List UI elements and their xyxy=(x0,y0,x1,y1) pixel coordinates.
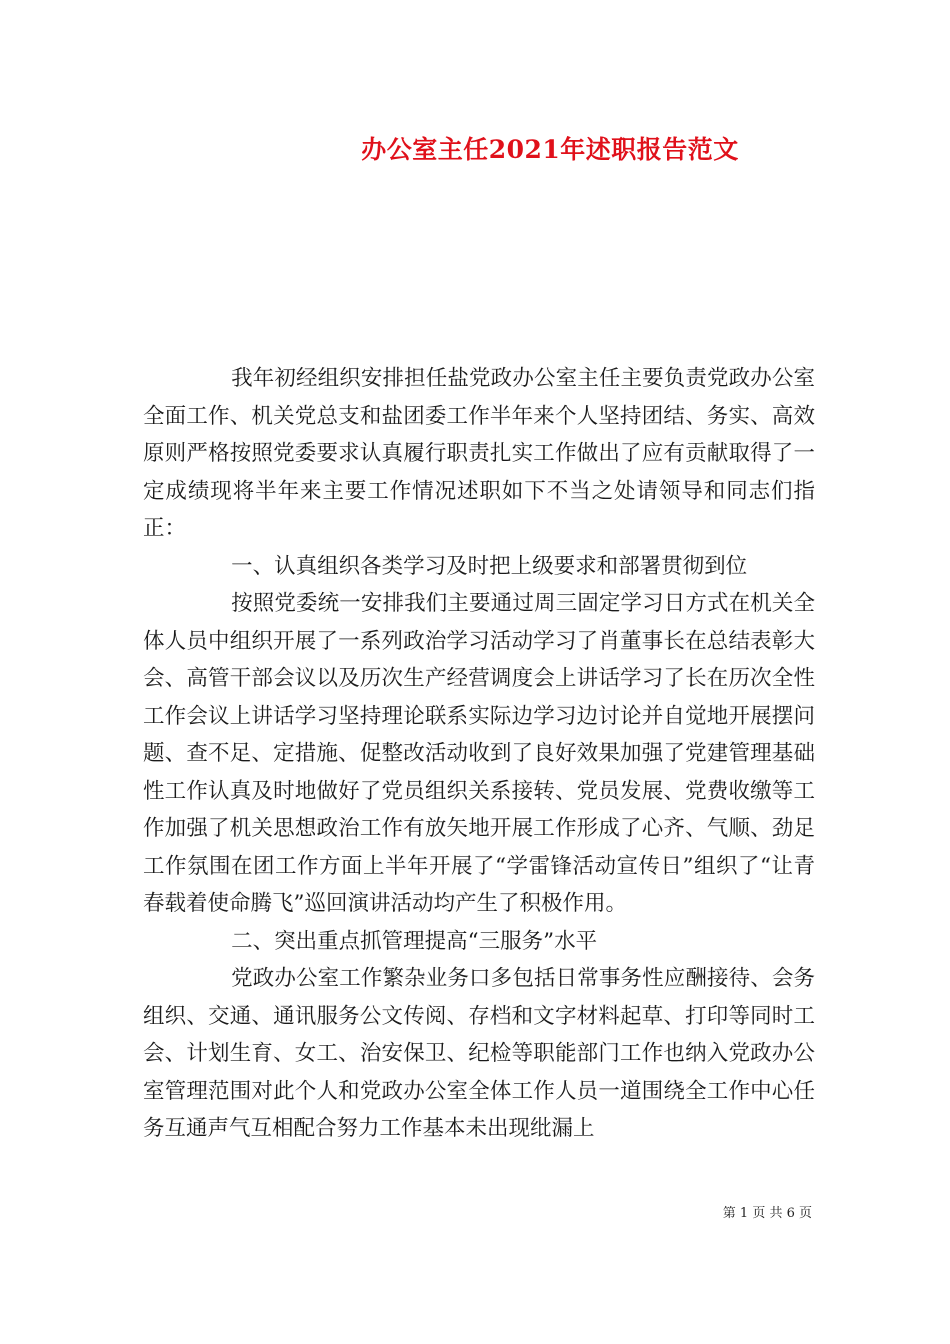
section-heading-1: 一、认真组织各类学习及时把上级要求和部署贯彻到位 xyxy=(231,553,748,579)
document-title: 办公室主任2021年述职报告范文 xyxy=(361,135,739,164)
document-body xyxy=(143,360,815,1148)
paragraph-section-1: 按照党委统一安排我们主要通过周三固定学习日方式在机关全体人员中组织开展了一系列政治学习活动学习了肖董事长在总结表彰大会、高管干部会议以及历次生产经营调度会上讲话学习了长在历次全性工作会议上讲话学习坚持理论联系实际边学习边讨论并自觉地开展摆问题、查不足、定措施、促整改活动收到了良好效果加强了党建管理基础性工作认真及时地做好了党员组织关系接转、党员发展、党费收缴等工作加强了机关思想政治工作有放矢地开展工作形成了心齐、气顺、劲足工作氛围在团工作方面上半年开展了“学雷锋活动宣传日”组织了“让青春载着使命腾飞”巡回演讲活动均产生了积极作用。 xyxy=(143,591,815,916)
section-heading-2: 二、突出重点抓管理提高“三服务”水平 xyxy=(231,928,598,954)
paragraph-section-2: 党政办公室工作繁杂业务口多包括日常事务性应酬接待、会务组织、交通、通讯服务公文传阅、存档和文字材料起草、打印等同时工会、计划生育、女工、治安保卫、纪检等职能部门工作也纳入党政办公室管理范围对此个人和党政办公室全体工作人员一道围绕全工作中心任务互通声气互相配合努力工作基本未出现纰漏上 xyxy=(143,966,815,1141)
page-number-footer: 第 1 页 共 6 页 xyxy=(722,1206,812,1221)
paragraph-intro: 我年初经组织安排担任盐党政办公室主任主要负责党政办公室全面工作、机关党总支和盐团委工作半年来个人坚持团结、务实、高效原则严格按照党委要求认真履行职责扎实工作做出了应有贡献取得了一定成绩现将半年来主要工作情况述职如下不当之处请领导和同志们指正： xyxy=(143,366,815,541)
